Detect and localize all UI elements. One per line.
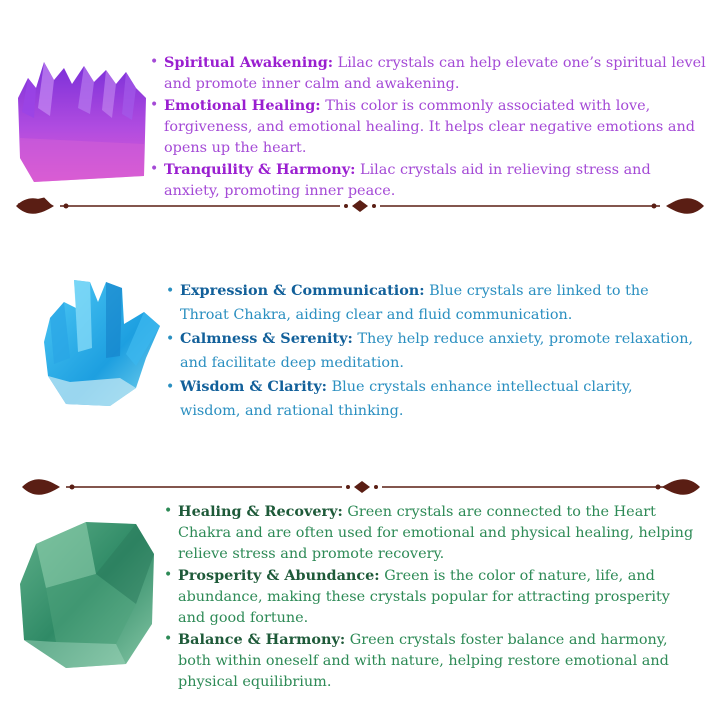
list-item: • Balance & Harmony: Green crystals foster balance and harmony, both within oneself and with nature, helping restore emotional and physical equilibrium. <box>164 631 669 690</box>
lilac-crystal-image <box>14 58 150 186</box>
green-benefits-list <box>164 501 699 693</box>
blue-crystal-image <box>40 278 164 410</box>
blue-benefits-list <box>166 279 696 423</box>
ornamental-divider <box>0 186 720 226</box>
list-item: • Spiritual Awakening: Lilac crystals can help elevate one’s spiritual level and promote inner calm and awakening. <box>150 54 706 92</box>
list-item: • Calmness & Serenity: They help reduce anxiety, promote relaxation, and facilitate deep meditation. <box>166 330 694 371</box>
list-item: • Prosperity & Abundance: Green is the color of nature, life, and abundance, making these crystals popular for attracting prosperity and good fortune. <box>164 567 670 626</box>
green-crystal-image <box>16 514 158 672</box>
list-item: • Healing & Recovery: Green crystals are connected to the Heart Chakra and are often used for emotional and physical healing, helping relieve stress and promote recovery. <box>164 503 694 562</box>
list-item: • Wisdom & Clarity: Blue crystals enhance intellectual clarity, wisdom, and rational thinking. <box>166 378 633 419</box>
list-item: • Expression & Communication: Blue crystals are linked to the Throat Chakra, aiding clear and fluid communication. <box>166 282 649 323</box>
lilac-benefits-list <box>150 52 710 202</box>
list-item: • Tranquility & Harmony: Lilac crystals aid in relieving stress and anxiety, promoting inner peace. <box>150 161 651 199</box>
list-item: • Emotional Healing: This color is commonly associated with love, forgiveness, and emotional healing. It helps clear negative emotions and opens up the heart. <box>150 97 695 156</box>
